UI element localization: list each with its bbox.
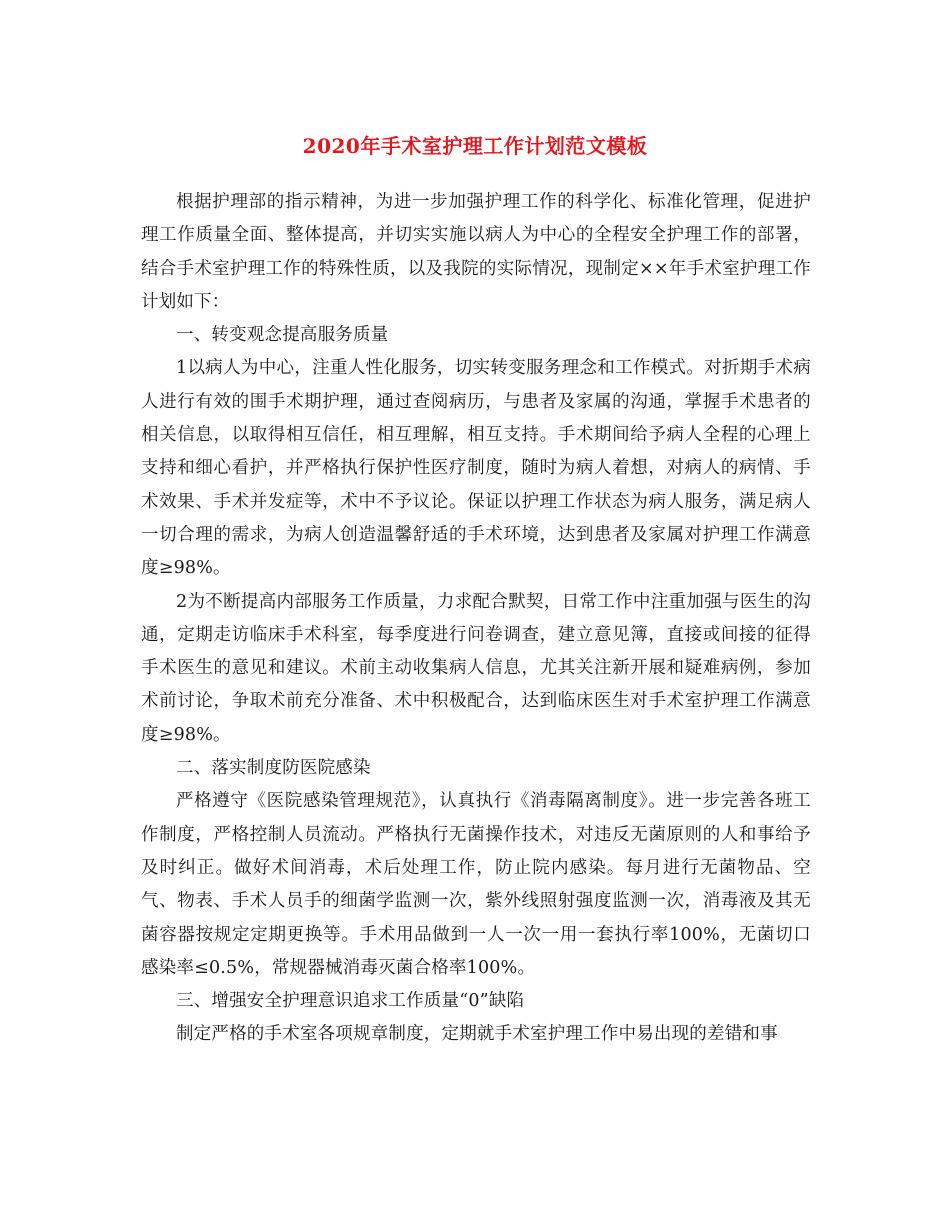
section-heading-2: 二、落实制度防医院感染 <box>176 758 371 779</box>
paragraph-item-1: 1以病人为中心，注重人性化服务，切实转变服务理念和工作模式。对折期手术病人进行有效的围手术期护理，通过查阅病历，与患者及家属的沟通，掌握手术患者的相关信息，以取得相互信任，相互理解，相互支持。手术期间给予病人全程的心理上支持和细心看护，并严格执行保护性医疗制度，随时为病人着想，对病人的病情、手术效果、手术并发症等，术中不予议论。保证以护理工作状态为病人服务，满足病人一切合理的需求，为病人创造温馨舒适的手术环境，达到患者及家属对护理工作满意度≥98%。 <box>141 358 811 579</box>
section-heading-3: 三、增强安全护理意识追求工作质量“0”缺陷 <box>176 991 525 1012</box>
paragraph-item-2: 2为不断提高内部服务工作质量，力求配合默契，日常工作中注重加强与医生的沟通，定期走访临床手术科室，每季度进行问卷调查，建立意见簿，直接或间接的征得手术医生的意见和建议。术前主动收集病人信息，尤其关注新开展和疑难病例，参加术前讨论，争取术前充分准备、术中积极配合，达到临床医生对手术室护理工作满意度≥98%。 <box>141 591 811 745</box>
document-body <box>141 186 811 1052</box>
paragraph-infection-control: 严格遵守《医院感染管理规范》，认真执行《消毒隔离制度》。进一步完善各班工作制度，严格控制人员流动。严格执行无菌操作技术，对违反无菌原则的人和事给予及时纠正。做好术间消毒，术后处理工作，防止院内感染。每月进行无菌物品、空气、物表、手术人员手的细菌学监测一次，紫外线照射强度监测一次，消毒液及其无菌容器按规定定期更换等。手术用品做到一人一次一用一套执行率100%，无菌切口感染率≤0.5%，常规器械消毒灭菌合格率100%。 <box>141 791 811 978</box>
document-title: 2020年手术室护理工作计划范文模板 <box>302 134 648 159</box>
section-heading-1: 一、转变观念提高服务质量 <box>176 325 389 346</box>
paragraph-intro: 根据护理部的指示精神，为进一步加强护理工作的科学化、标准化管理，促进护理工作质量全面、整体提高，并切实实施以病人为中心的全程安全护理工作的部署，结合手术室护理工作的特殊性质，以及我院的实际情况，现制定××年手术室护理工作计划如下： <box>141 192 811 312</box>
paragraph-safety: 制定严格的手术室各项规章制度，定期就手术室护理工作中易出现的差错和事 <box>176 1024 778 1045</box>
